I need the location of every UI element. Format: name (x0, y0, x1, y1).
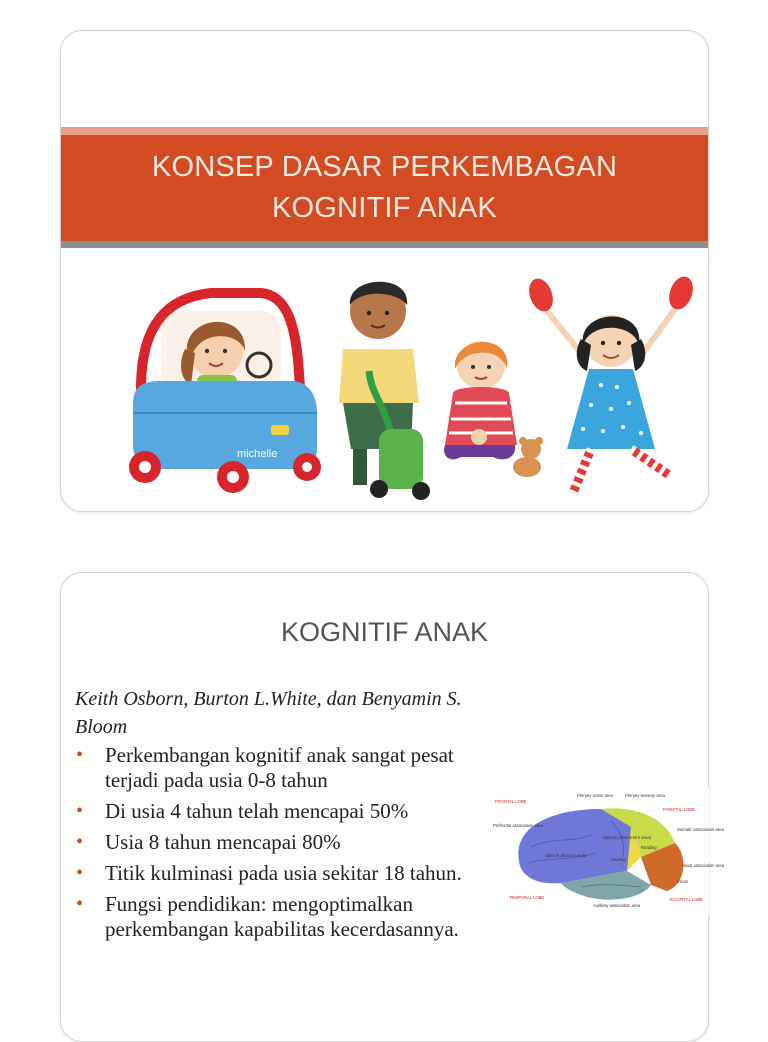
car-label: michelle (237, 448, 278, 460)
bullet-marker: • (76, 831, 84, 853)
slide-title-line-2: KOGNITIF ANAK (272, 192, 497, 224)
label-visual-association: Visual association area (681, 863, 724, 868)
list-item (75, 892, 475, 942)
title-band (61, 135, 708, 241)
bullet-text: Di usia 4 tahun telah mencapai 50% (105, 799, 409, 823)
title-gray-stripe (61, 241, 708, 248)
label-frontal-lobe: FRONTAL LOBE (495, 799, 527, 804)
content-slide (60, 572, 724, 1042)
label-temporal-lobe: TEMPORAL LOBE (509, 895, 545, 900)
label-vision: Vision (677, 879, 689, 884)
label-primary-motor: Primary motor area (577, 793, 613, 798)
label-parietal-lobe: PARIETAL LOBE (663, 807, 695, 812)
label-hearing: Hearing (611, 857, 626, 862)
bullet-list (75, 743, 475, 948)
bullet-marker: • (76, 800, 84, 822)
bullet-marker: • (76, 862, 84, 884)
label-auditory: Auditory association area (593, 903, 641, 908)
slide-heading: KOGNITIF ANAK (280, 617, 489, 647)
list-item (75, 861, 475, 886)
label-primary-sensory: Primary sensory area (625, 793, 665, 798)
bullet-text: Titik kulminasi pada usia sekitar 18 tahun. (105, 861, 462, 885)
girl-with-maracas (525, 273, 697, 493)
label-somatic: Somatic association area (677, 827, 724, 832)
title-accent-stripe (61, 127, 708, 135)
authors-line: Keith Osborn, Burton L.White, dan Benyamin S. Bloom (75, 688, 462, 738)
toy-car-girl (129, 293, 321, 493)
boy-with-mower (339, 282, 430, 500)
bullet-marker: • (76, 893, 84, 915)
bullet-text: Usia 8 tahun mencapai 80% (105, 830, 341, 854)
bullet-text: Fungsi pendidikan: mengoptimalkan perkembangan kapabilitas kecerdasannya. (105, 892, 459, 941)
list-item (75, 830, 475, 855)
label-speech-wernicke: Speech (Wernicke's area) (603, 835, 651, 840)
slide-title-line-1: KONSEP DASAR PERKEMBAGAN (151, 151, 618, 183)
title-slide (60, 30, 709, 512)
list-item (75, 799, 475, 824)
bullet-text: Perkembangan kognitif anak sangat pesat terjadi pada usia 0-8 tahun (105, 743, 454, 792)
label-prefrontal: Prefrontal association area (493, 823, 543, 828)
girl-with-teddy (444, 341, 543, 477)
bullet-marker: • (76, 744, 84, 766)
brain-diagram (491, 787, 724, 915)
label-occipital-lobe: OCCIPITAL LOBE (669, 897, 703, 902)
children-illustration (121, 253, 711, 508)
label-speech-broca: Speech (Broca's area) (545, 853, 587, 858)
list-item (75, 743, 475, 793)
label-reading: Reading (641, 845, 657, 850)
